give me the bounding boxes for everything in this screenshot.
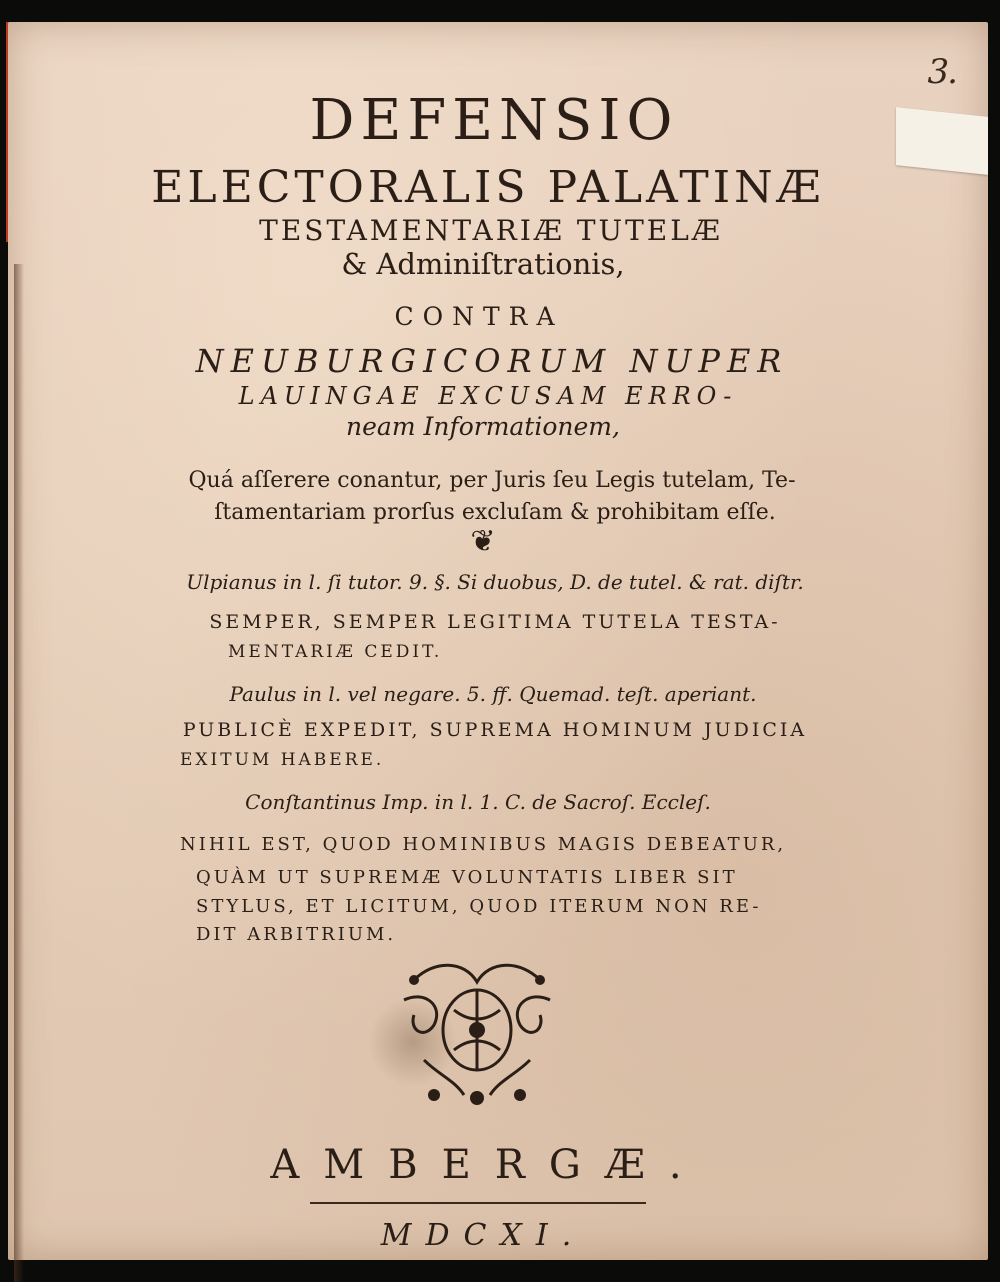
subtitle-line-1: Quá aſſerere conantur, per Juris ſeu Legis tutelam, Te-: [188, 468, 796, 493]
printers-ornament-icon: [394, 960, 560, 1108]
subtitle-line-2: ſtamentariam prorſus excluſam & prohibitam eſſe.: [214, 500, 776, 525]
quote-2-text-a: PUBLICÈ EXPEDIT, SUPREMA HOMINUM JUDICIA: [182, 719, 808, 741]
quote-2-source: Paulus in l. vel negare. 5. ff. Quemad. teſt. aperiant.: [229, 682, 757, 706]
title-line-4: & Adminiſtrationis,: [341, 247, 625, 281]
quote-3-source: Conſtantinus Imp. in l. 1. C. de Sacroſ. Eccleſ.: [245, 790, 711, 814]
quote-1-source: Ulpianus in l. ſi tutor. 9. §. Si duobus, D. de tutel. & rat. diſtr.: [186, 570, 804, 594]
title-line-6: NEUBURGICORUM NUPER: [195, 342, 789, 380]
title-line-1: DEFENSIO: [309, 88, 679, 153]
quote-3-text-a: NIHIL EST, QUOD HOMINIBUS MAGIS DEBEATUR,: [180, 834, 787, 855]
imprint-rule: [310, 1202, 646, 1204]
title-line-3: TESTAMENTARIÆ TUTELÆ: [259, 214, 723, 247]
title-page: [8, 22, 988, 1260]
folio-number: 3.: [927, 52, 956, 92]
quote-2-text-b: EXITUM HABERE.: [180, 750, 385, 770]
quote-1-text-a: SEMPER, SEMPER LEGITIMA TUTELA TESTA-: [209, 611, 781, 633]
imprint-place: AMBERGÆ.: [270, 1142, 706, 1188]
title-line-7: LAUINGAE EXCUSAM ERRO-: [238, 382, 738, 410]
quote-3-text-d: DIT ARBITRIUM.: [196, 924, 397, 945]
quote-1-text-b: MENTARIÆ CEDIT.: [228, 642, 443, 662]
imprint-year: MDCXI.: [380, 1218, 586, 1253]
title-line-2: ELECTORALIS PALATINÆ: [151, 162, 825, 213]
fleuron-icon: ❦: [470, 524, 496, 559]
quote-3-text-b: QUÀM UT SUPREMÆ VOLUNTATIS LIBER SIT: [196, 867, 738, 888]
title-line-5: CONTRA: [394, 302, 564, 331]
quote-3-text-c: STYLUS, ET LICITUM, QUOD ITERUM NON RE-: [196, 896, 762, 917]
title-line-8: neam Informationem,: [346, 412, 620, 441]
